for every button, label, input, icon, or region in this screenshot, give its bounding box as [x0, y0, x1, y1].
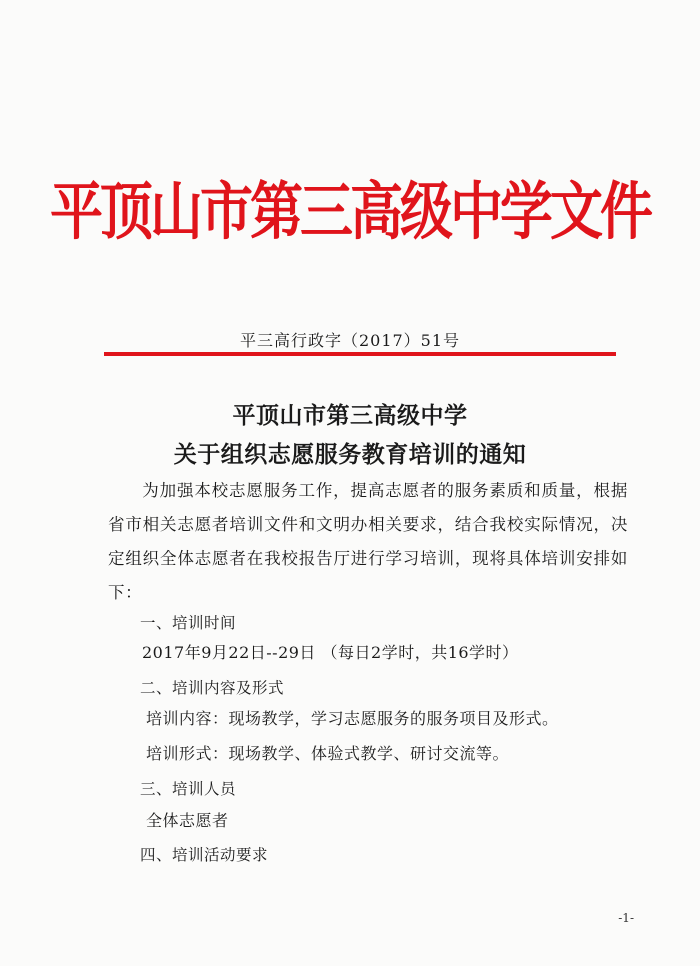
- section-3-body: 全体志愿者: [146, 811, 229, 830]
- letterhead-title: 平顶山市第三高级中学文件: [50, 176, 650, 249]
- notice-title-line2: 关于组织志愿服务教育培训的通知: [173, 442, 527, 468]
- section-1-body: 2017年9月22日--29日 （每日2学时，共16学时）: [142, 643, 519, 662]
- section-2-body-content: 培训内容：现场教学，学习志愿服务的服务项目及形式。: [146, 709, 559, 728]
- intro-text: 为加强本校志愿服务工作，提高志愿者的服务素质和质量，根据省市相关志愿者培训文件和文明办相关要求，结合我校实际情况，决定组织全体志愿者在我校报告厅进行学习培训，现将具体培训安排如下：: [108, 481, 628, 602]
- section-3-heading: 三、培训人员: [140, 780, 237, 798]
- section-1-heading: 一、培训时间: [140, 614, 237, 632]
- document-number: 平三高行政字（2017）51号: [239, 331, 461, 350]
- section-2-heading: 二、培训内容及形式: [140, 679, 285, 697]
- page-number: -1-: [618, 911, 634, 925]
- red-divider-line: [104, 352, 616, 356]
- section-2-body-format: 培训形式：现场教学、体验式教学、研讨交流等。: [146, 744, 510, 763]
- section-4-heading: 四、培训活动要求: [140, 846, 269, 864]
- intro-paragraph: [108, 474, 628, 610]
- notice-title-line1: 平顶山市第三高级中学: [232, 403, 468, 429]
